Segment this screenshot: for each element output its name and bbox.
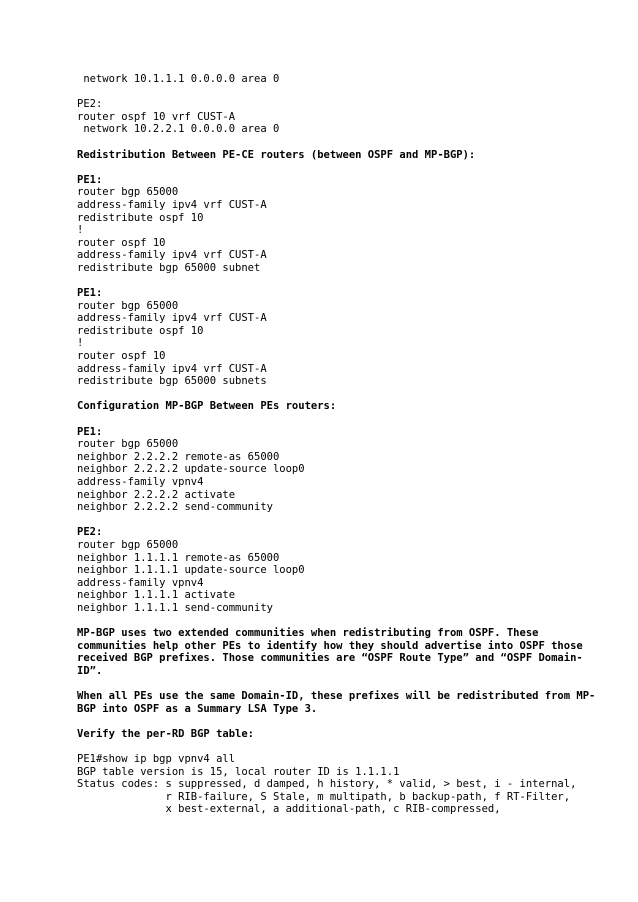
code-line: router bgp 65000 xyxy=(77,438,179,451)
heading-line: PE1: xyxy=(77,287,103,300)
blank-line xyxy=(77,136,597,149)
code-line: neighbor 1.1.1.1 activate xyxy=(77,589,236,602)
code-line: network 10.2.2.1 0.0.0.0 area 0 xyxy=(77,123,280,136)
blank-line xyxy=(77,740,597,753)
heading-line: PE2: xyxy=(77,526,103,539)
heading-line: communities help other PEs to identify how they should advertise into OSPF those xyxy=(77,639,583,652)
heading-line: Verify the per-RD BGP table: xyxy=(77,727,255,740)
blank-line xyxy=(77,275,597,288)
heading-line: PE1: xyxy=(77,173,103,186)
config-text-body xyxy=(77,73,597,816)
heading-line: Redistribution Between PE-CE routers (between OSPF and MP-BGP): xyxy=(77,148,476,161)
code-line: neighbor 2.2.2.2 send-community xyxy=(77,501,273,514)
blank-line xyxy=(77,615,597,628)
code-line: router bgp 65000 xyxy=(77,538,179,551)
code-line: redistribute ospf 10 xyxy=(77,324,204,337)
code-line: neighbor 2.2.2.2 remote-as 65000 xyxy=(77,450,280,463)
code-line: PE1#show ip bgp vpnv4 all xyxy=(77,753,236,766)
code-line: redistribute ospf 10 xyxy=(77,211,204,224)
code-line: address-family vpnv4 xyxy=(77,576,204,589)
code-line: neighbor 1.1.1.1 update-source loop0 xyxy=(77,564,305,577)
heading-line: MP-BGP uses two extended communities when redistributing from OSPF. These xyxy=(77,627,539,640)
code-line: address-family ipv4 vrf CUST-A xyxy=(77,362,267,375)
code-line: ! xyxy=(77,224,84,237)
heading-line: PE1: xyxy=(77,425,103,438)
code-line: network 10.1.1.1 0.0.0.0 area 0 xyxy=(77,73,280,85)
code-line: router ospf 10 vrf CUST-A xyxy=(77,110,236,123)
blank-line xyxy=(77,413,597,426)
code-line: redistribute bgp 65000 subnet xyxy=(77,261,261,274)
blank-line xyxy=(77,715,597,728)
blank-line xyxy=(77,388,597,401)
code-line: x best-external, a additional-path, c RIB-compressed, xyxy=(77,803,501,816)
code-line: router ospf 10 xyxy=(77,350,166,363)
code-line: PE2: xyxy=(77,98,103,111)
blank-line xyxy=(77,678,597,691)
heading-line: BGP into OSPF as a Summary LSA Type 3. xyxy=(77,702,318,715)
blank-line xyxy=(77,86,597,99)
code-line: r RIB-failure, S Stale, m multipath, b backup-path, f RT-Filter, xyxy=(77,790,571,803)
heading-line: received BGP prefixes. Those communities are “OSPF Route Type” and “OSPF Domain- xyxy=(77,652,583,665)
code-line: redistribute bgp 65000 subnets xyxy=(77,375,267,388)
code-line: neighbor 1.1.1.1 send-community xyxy=(77,601,273,614)
code-line: neighbor 2.2.2.2 activate xyxy=(77,488,236,501)
heading-line: When all PEs use the same Domain-ID, these prefixes will be redistributed from MP- xyxy=(77,690,596,703)
code-line: address-family ipv4 vrf CUST-A xyxy=(77,198,267,211)
code-line: ! xyxy=(77,337,84,350)
code-line: address-family ipv4 vrf CUST-A xyxy=(77,312,267,325)
code-line: address-family ipv4 vrf CUST-A xyxy=(77,249,267,262)
code-line: BGP table version is 15, local router ID is 1.1.1.1 xyxy=(77,765,400,778)
code-line: neighbor 2.2.2.2 update-source loop0 xyxy=(77,463,305,476)
code-line: router bgp 65000 xyxy=(77,186,179,199)
code-line: router bgp 65000 xyxy=(77,299,179,312)
heading-line: ID”. xyxy=(77,664,103,677)
heading-line: Configuration MP-BGP Between PEs routers: xyxy=(77,400,337,413)
code-line: address-family vpnv4 xyxy=(77,476,204,488)
blank-line xyxy=(77,161,597,174)
blank-line xyxy=(77,514,597,527)
code-line: neighbor 1.1.1.1 remote-as 65000 xyxy=(77,551,280,564)
code-line: router ospf 10 xyxy=(77,236,166,249)
code-line: Status codes: s suppressed, d damped, h history, * valid, > best, i - internal, xyxy=(77,778,577,791)
